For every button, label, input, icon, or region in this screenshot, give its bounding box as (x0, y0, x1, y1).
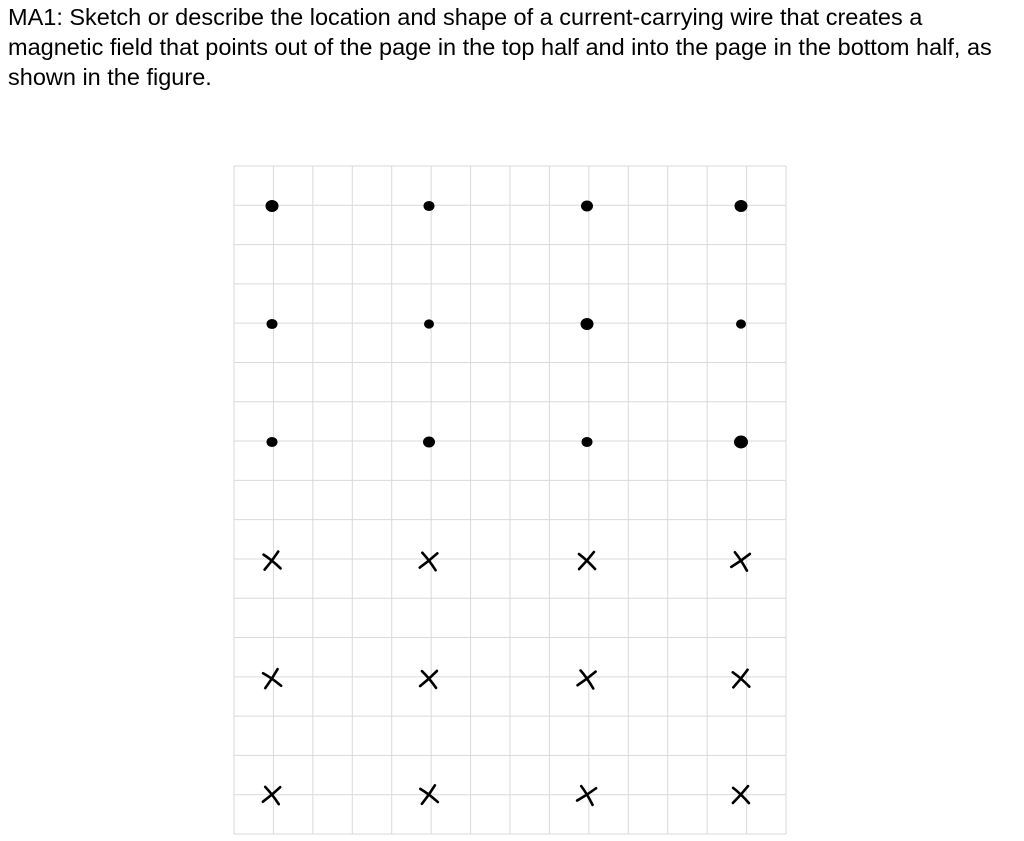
field-into-page-cross (420, 670, 437, 688)
field-out-of-page-dot (267, 319, 278, 329)
field-out-of-page-dot (734, 436, 748, 449)
field-out-of-page-dot (735, 200, 748, 212)
question-text: MA1: Sketch or describe the location and shape of a current-carrying wire that creates a magnetic field that points out of the page in the top half and into the page in the bottom half, as shown in the figure. (8, 4, 992, 90)
field-out-of-page-dot (424, 319, 434, 328)
field-out-of-page-dot (424, 201, 435, 211)
field-out-of-page-dot (266, 200, 279, 212)
field-into-page-cross (420, 552, 438, 571)
field-out-of-page-dot (423, 436, 435, 447)
field-out-of-page-dot (736, 319, 746, 328)
field-out-of-page-dot (581, 200, 593, 211)
field-into-page-cross (578, 552, 595, 570)
field-out-of-page-dot (581, 318, 594, 330)
grid-paper (234, 166, 786, 834)
field-out-of-page-dot (267, 437, 278, 447)
field-markers (262, 200, 750, 805)
field-out-of-page-dot (582, 437, 593, 447)
field-into-page-cross (262, 552, 280, 571)
field-into-page-cross (262, 669, 281, 689)
field-into-page-cross (577, 669, 595, 688)
